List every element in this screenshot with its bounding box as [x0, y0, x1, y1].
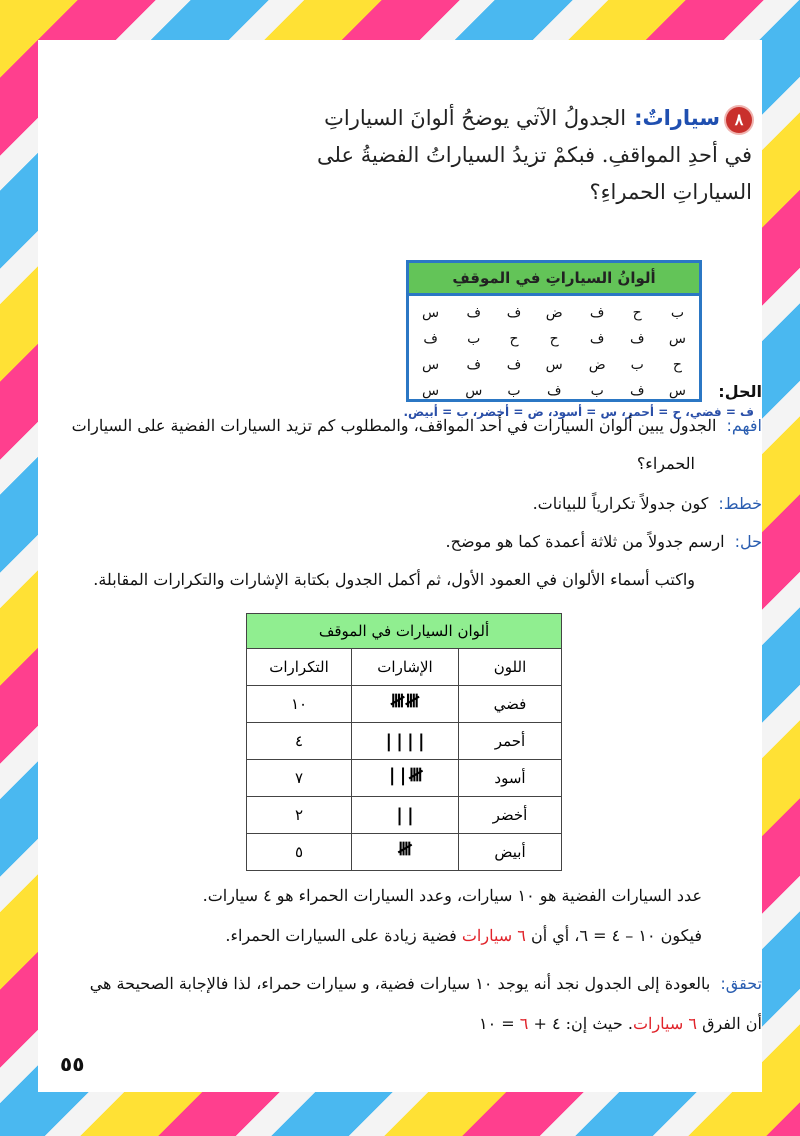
plan-label: خطط:	[718, 494, 762, 513]
result-text-b: فضية زيادة على السيارات الحمراء.	[225, 926, 457, 945]
plan-line	[533, 494, 762, 513]
header-count: التكرارات	[247, 649, 352, 686]
check-text-b: . حيث إن: ٤ +	[533, 1014, 633, 1033]
table-cell: ب	[467, 331, 481, 347]
table-row	[247, 834, 562, 871]
legend-line: ف = فضي، ح = أحمر، س = أسود، ض = أخضر، ب = أبيض.	[403, 405, 754, 419]
check-text-c: = ١٠	[479, 1014, 515, 1033]
understand-label: افهم:	[726, 416, 762, 435]
table-cell: ف	[506, 305, 522, 321]
table-row	[409, 300, 699, 326]
table-cell: س	[422, 383, 440, 399]
table-row	[409, 326, 699, 352]
result-text-a: فيكون ١٠ – ٤ = ٦، أي أن	[530, 926, 702, 945]
table-cell: ف	[629, 383, 645, 399]
letters-grid	[409, 300, 699, 404]
tally-cell	[352, 686, 459, 723]
table-cell: ف	[466, 357, 481, 373]
color-cell: فضي	[459, 686, 562, 723]
understand-line-1	[72, 416, 762, 435]
table-cell: س	[422, 357, 440, 373]
table-row	[409, 378, 699, 404]
tally-marks: ||||	[383, 730, 427, 752]
textbook-page	[38, 40, 762, 1092]
tally-cell	[352, 760, 459, 797]
problem-title: سياراتٌ:	[634, 106, 720, 130]
frequency-table-title: ألوان السيارات في الموقف	[247, 614, 562, 649]
count-cell: ١٠	[247, 686, 352, 723]
page-number: ٥٥	[60, 1052, 85, 1076]
count-cell: ٧	[247, 760, 352, 797]
check-text-a: أن الفرق	[702, 1014, 762, 1033]
table-cell: ض	[588, 357, 606, 373]
check-text-1: بالعودة إلى الجدول نجد أنه يوجد ١٠ سيارات فضية، و سيارات حمراء، لذا فالإجابة الصحيحة هي	[89, 974, 711, 993]
letters-table	[406, 260, 702, 402]
solution-heading: الحل:	[718, 382, 762, 401]
header-tally: الإشارات	[352, 649, 459, 686]
problem-number-badge: ٨	[726, 107, 752, 133]
count-cell: ٥	[247, 834, 352, 871]
table-cell: س	[668, 331, 686, 347]
result-highlight: ٦ سيارات	[461, 926, 526, 945]
table-row	[247, 797, 562, 834]
color-cell: أحمر	[459, 723, 562, 760]
table-cell: س	[465, 383, 483, 399]
table-cell: ح	[549, 331, 559, 347]
table-cell: ف	[589, 305, 605, 321]
table-cell: س	[545, 357, 563, 373]
table-row	[247, 723, 562, 760]
understand-line-2: الحمراء؟	[636, 454, 695, 473]
count-cell: ٢	[247, 797, 352, 834]
check-line-2	[479, 1014, 762, 1033]
table-row	[247, 760, 562, 797]
problem-box	[300, 92, 762, 419]
count-cell: ٤	[247, 723, 352, 760]
problem-text	[300, 92, 762, 211]
table-cell: ب	[670, 305, 685, 321]
tally-cell	[352, 834, 459, 871]
check-label: تحقق:	[720, 974, 762, 993]
plan-text: كون جدولاً تكرارياً للبيانات.	[532, 494, 709, 513]
check-highlight: ٦ سيارات	[632, 1014, 697, 1033]
table-cell: س	[422, 305, 440, 321]
solve-text-1: ارسم جدولاً من ثلاثة أعمدة كما هو موضح.	[445, 532, 725, 551]
table-cell: ب	[630, 357, 644, 373]
result-line-1: عدد السيارات الفضية هو ١٠ سيارات، وعدد السيارات الحمراء هو ٤ سيارات.	[202, 886, 702, 905]
problem-statement: الجدولُ الآتي يوضحُ ألوانَ السياراتِ في أحدِ المواقفِ. فبكمْ تزيدُ السياراتُ الفضيةُ على السياراتِ الحمراءِ؟	[317, 106, 752, 204]
letters-table-title: ألوانُ السياراتِ في الموقفِ	[409, 263, 699, 296]
table-cell: ف	[589, 331, 605, 347]
table-cell: ح	[672, 357, 682, 373]
table-cell: ح	[632, 305, 642, 321]
tally-marks: 𝍸||	[386, 765, 424, 786]
color-cell: أبيض	[459, 834, 562, 871]
table-cell: ف	[423, 331, 438, 347]
table-cell: ف	[629, 331, 645, 347]
tally-marks: ||	[394, 804, 416, 826]
table-cell: س	[668, 383, 686, 399]
tally-cell	[352, 797, 459, 834]
color-cell: أسود	[459, 760, 562, 797]
table-cell: ف	[546, 383, 562, 399]
solve-label: حل:	[734, 532, 762, 551]
tally-marks: 𝍸𝍸	[390, 691, 420, 712]
table-cell: ب	[507, 383, 521, 399]
table-row	[409, 352, 699, 378]
check-line-1	[90, 974, 762, 993]
header-color: اللون	[459, 649, 562, 686]
frequency-table	[246, 613, 562, 871]
table-row	[247, 686, 562, 723]
tally-marks: 𝍸	[397, 839, 413, 860]
table-cell: ح	[509, 331, 519, 347]
table-cell: ب	[590, 383, 604, 399]
solve-line-2: واكتب أسماء الألوان في العمود الأول، ثم أكمل الجدول بكتابة الإشارات والتكرارات المقابلة.	[93, 570, 695, 589]
table-cell: ض	[545, 305, 563, 321]
result-line-2	[225, 926, 702, 945]
color-cell: أخضر	[459, 797, 562, 834]
understand-text-1: الجدول يبين ألوان السيارات في أحد المواقف، والمطلوب كم تزيد السيارات الفضية على السيارات	[71, 416, 717, 435]
solve-line-1	[446, 532, 762, 551]
tally-cell	[352, 723, 459, 760]
check-highlight-2: ٦	[519, 1014, 529, 1033]
table-cell: ف	[506, 357, 522, 373]
table-cell: ف	[466, 305, 481, 321]
